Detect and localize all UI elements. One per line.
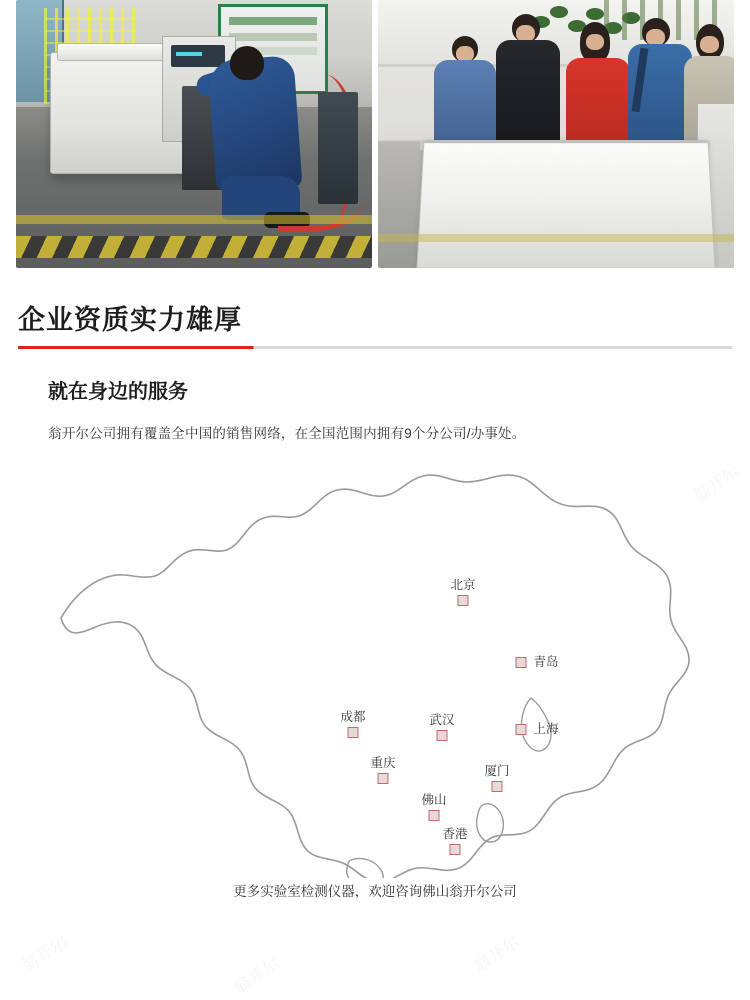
map-city-dot <box>428 810 439 821</box>
map-city-label: 上海 <box>533 722 559 736</box>
photo-panel-screen <box>171 45 225 67</box>
map-city-hongkong[interactable] <box>442 824 467 855</box>
map-city-label: 北京 <box>450 578 476 592</box>
china-map-outline <box>15 458 735 878</box>
map-city-dot <box>347 727 358 738</box>
map-city-dot <box>449 844 460 855</box>
map-city-dot <box>377 773 388 784</box>
watermark <box>227 950 283 998</box>
photo-floor-line <box>378 234 734 242</box>
map-city-label: 香港 <box>442 827 468 841</box>
service-block <box>48 375 750 442</box>
map-city-qingdao[interactable] <box>533 652 558 670</box>
photo-white-panel <box>416 142 715 268</box>
map-city-dot <box>515 657 526 668</box>
watermark <box>467 928 523 976</box>
map-city-label: 武汉 <box>429 713 455 727</box>
map-city-chengdu[interactable] <box>340 707 365 738</box>
china-sales-network-map <box>15 458 735 888</box>
map-city-label: 成都 <box>340 710 366 724</box>
map-city-dot <box>457 595 468 606</box>
map-city-beijing[interactable] <box>450 575 475 606</box>
map-city-wuhan[interactable] <box>429 710 454 741</box>
photo-worker-head <box>230 46 264 80</box>
service-description: 翁开尔公司拥有覆盖全中国的销售网络，在全国范围内拥有9个分公司/办事处。 <box>48 426 526 441</box>
map-caption: 更多实验室检测仪器，欢迎咨询佛山翁开尔公司 <box>233 884 517 899</box>
map-city-chongqing[interactable] <box>370 753 395 784</box>
map-city-label: 厦门 <box>484 764 510 778</box>
page-title: 企业资质实力雄厚 <box>18 305 242 335</box>
photo-person-face <box>586 34 604 50</box>
map-city-xiamen[interactable] <box>484 761 509 792</box>
map-city-label: 佛山 <box>421 793 447 807</box>
photo-factory-chamber <box>16 0 372 268</box>
photo-person-face <box>700 36 719 53</box>
photo-person-body <box>496 40 560 150</box>
map-city-shanghai[interactable] <box>533 719 558 737</box>
map-city-label: 青岛 <box>533 655 559 669</box>
photo-floor-line <box>16 215 372 224</box>
photo-strip <box>0 0 750 268</box>
photo-side-cabinet <box>318 92 358 204</box>
watermark <box>15 928 71 976</box>
photo-floor-hazard-stripe <box>16 236 372 258</box>
section-heading <box>18 298 732 349</box>
service-heading: 就在身边的服务 <box>48 381 188 403</box>
map-city-dot <box>436 730 447 741</box>
map-city-label: 重庆 <box>370 756 396 770</box>
photo-team-inspection <box>378 0 734 268</box>
map-city-foshan[interactable] <box>421 790 446 821</box>
map-city-dot <box>515 724 526 735</box>
map-city-dot <box>491 781 502 792</box>
heading-underline <box>18 346 732 349</box>
